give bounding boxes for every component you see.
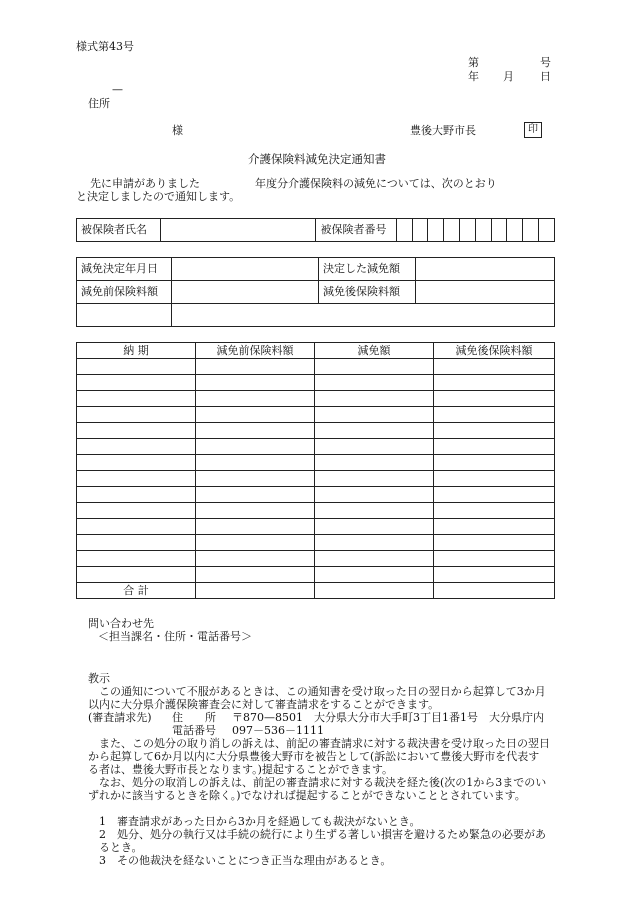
table-cell[interactable] bbox=[434, 455, 555, 471]
table-cell[interactable] bbox=[434, 407, 555, 423]
table-cell[interactable] bbox=[77, 551, 196, 567]
insured-number-digit[interactable] bbox=[507, 219, 523, 242]
instruction-title: 教示 bbox=[88, 672, 110, 685]
instruction-para1: この通知について不服があるときは、この通知書を受け取った日の翌日から起算して3か月以内に大分県介護保険審査会に対して審査請求をすることができます。 bbox=[88, 685, 546, 711]
honorific: 様 bbox=[172, 124, 183, 137]
table-row bbox=[77, 535, 555, 551]
table-cell[interactable] bbox=[434, 551, 555, 567]
table-cell[interactable] bbox=[77, 471, 196, 487]
table-row bbox=[77, 375, 555, 391]
table-row bbox=[77, 359, 555, 375]
table-row bbox=[77, 551, 555, 567]
contact-title: 問い合わせ先 bbox=[88, 617, 154, 630]
table-cell[interactable] bbox=[315, 407, 434, 423]
table-row bbox=[77, 407, 555, 423]
table-cell[interactable] bbox=[77, 519, 196, 535]
table-cell[interactable] bbox=[196, 455, 315, 471]
address-label: 住所 bbox=[88, 97, 110, 110]
table-cell[interactable] bbox=[77, 439, 196, 455]
payment-rows bbox=[77, 359, 555, 583]
table-row bbox=[77, 471, 555, 487]
insured-number-digit[interactable] bbox=[523, 219, 539, 242]
column-header: 納 期 bbox=[77, 343, 196, 359]
table-cell[interactable] bbox=[196, 519, 315, 535]
year-label: 年 bbox=[468, 70, 479, 83]
table-cell[interactable] bbox=[196, 375, 315, 391]
intro-line2: と決定しましたので通知します。 bbox=[76, 190, 241, 203]
issuer-name: 豊後大野市長 bbox=[410, 124, 476, 137]
table-row bbox=[77, 503, 555, 519]
request-tel-label: 電話番号 bbox=[172, 724, 216, 737]
table-row bbox=[77, 455, 555, 471]
table-cell[interactable] bbox=[196, 359, 315, 375]
table-cell[interactable] bbox=[315, 455, 434, 471]
table-cell[interactable] bbox=[434, 439, 555, 455]
table-cell[interactable] bbox=[315, 519, 434, 535]
instruction-item-2: 2 処分、処分の執行又は手続の続行により生ずる著しい損害を避けるため緊急の必要があるとき。 bbox=[99, 828, 546, 854]
table-cell[interactable] bbox=[196, 423, 315, 439]
table-cell[interactable] bbox=[196, 567, 315, 583]
decision-table bbox=[76, 257, 555, 327]
table-cell[interactable] bbox=[77, 487, 196, 503]
table-cell[interactable] bbox=[315, 487, 434, 503]
column-header: 減免前保険料額 bbox=[196, 343, 315, 359]
decision-date-field[interactable] bbox=[172, 258, 319, 281]
table-row bbox=[77, 439, 555, 455]
table-row bbox=[77, 567, 555, 583]
table-cell[interactable] bbox=[196, 535, 315, 551]
request-label: (審査請求先) bbox=[88, 711, 152, 724]
table-cell[interactable] bbox=[315, 471, 434, 487]
table-cell[interactable] bbox=[196, 487, 315, 503]
total-cell[interactable] bbox=[434, 583, 555, 599]
insured-number-label: 被保険者番号 bbox=[316, 219, 396, 242]
table-cell[interactable] bbox=[315, 439, 434, 455]
insured-number-digit[interactable] bbox=[475, 219, 491, 242]
seal-mark bbox=[524, 122, 542, 138]
table-cell[interactable] bbox=[77, 535, 196, 551]
table-cell[interactable] bbox=[434, 391, 555, 407]
table-cell[interactable] bbox=[315, 551, 434, 567]
doc-number-label: 第 bbox=[468, 56, 479, 69]
table-cell[interactable] bbox=[434, 423, 555, 439]
after-premium-field[interactable] bbox=[416, 281, 555, 304]
table-cell[interactable] bbox=[315, 375, 434, 391]
insured-table bbox=[76, 218, 555, 242]
day-label: 日 bbox=[540, 70, 551, 83]
doc-number-suffix: 号 bbox=[540, 56, 551, 69]
table-cell[interactable] bbox=[77, 423, 196, 439]
table-cell[interactable] bbox=[77, 567, 196, 583]
table-cell[interactable] bbox=[434, 375, 555, 391]
table-row bbox=[77, 391, 555, 407]
intro-line1-b: 年度分介護保険料の減免については、次のとおり bbox=[255, 177, 497, 190]
instruction-item-3: 3 その他裁決を経ないことにつき正当な理由があるとき。 bbox=[99, 854, 392, 867]
insured-name-field[interactable] bbox=[161, 219, 316, 242]
month-label: 月 bbox=[503, 70, 514, 83]
total-cell[interactable] bbox=[315, 583, 434, 599]
payment-table bbox=[76, 342, 555, 599]
table-header-row bbox=[77, 343, 555, 359]
table-cell[interactable] bbox=[77, 359, 196, 375]
table-cell[interactable] bbox=[315, 567, 434, 583]
insured-number-digit[interactable] bbox=[444, 219, 460, 242]
table-cell[interactable] bbox=[315, 359, 434, 375]
table-cell[interactable] bbox=[434, 567, 555, 583]
dash: — bbox=[112, 83, 123, 96]
request-tel: 097－536－1111 bbox=[232, 724, 324, 737]
total-cell[interactable] bbox=[196, 583, 315, 599]
insured-number-digit[interactable] bbox=[412, 219, 428, 242]
table-cell[interactable] bbox=[315, 535, 434, 551]
table-cell[interactable] bbox=[434, 503, 555, 519]
total-row bbox=[77, 583, 555, 599]
table-cell[interactable] bbox=[434, 471, 555, 487]
table-cell[interactable] bbox=[77, 391, 196, 407]
request-address: 〒870—8501 大分県大分市大手町3丁目1番1号 大分県庁内 bbox=[232, 711, 544, 724]
intro-line1-a: 先に申請がありました bbox=[90, 177, 200, 190]
insured-number-digit[interactable] bbox=[539, 219, 555, 242]
instruction-para2: また、この処分の取り消しの訴えは、前記の審査請求に対する裁決書を受け取った日の翌日から起算して6か月以内に大分県豊後大野市を被告として(訴訟において豊後大野市を代表する者は、豊後大野市長となります。)提起することができます。 bbox=[88, 737, 550, 776]
seal-icon: 印 bbox=[524, 122, 542, 138]
table-cell[interactable] bbox=[434, 535, 555, 551]
contact-detail: ＜担当課名・住所・電話番号＞ bbox=[98, 630, 252, 643]
table-row bbox=[77, 519, 555, 535]
blank-cell[interactable] bbox=[172, 304, 555, 327]
table-cell[interactable] bbox=[196, 391, 315, 407]
insured-number-digit[interactable] bbox=[491, 219, 507, 242]
table-cell[interactable] bbox=[196, 407, 315, 423]
column-header: 減免額 bbox=[315, 343, 434, 359]
before-premium-field[interactable] bbox=[172, 281, 319, 304]
table-cell[interactable] bbox=[434, 487, 555, 503]
blank-cell[interactable] bbox=[77, 304, 172, 327]
table-cell[interactable] bbox=[196, 439, 315, 455]
decided-amount-field[interactable] bbox=[416, 258, 555, 281]
insured-name-label: 被保険者氏名 bbox=[77, 219, 161, 242]
insured-number-digit[interactable] bbox=[459, 219, 475, 242]
table-cell[interactable] bbox=[315, 503, 434, 519]
table-cell[interactable] bbox=[315, 423, 434, 439]
table-row bbox=[77, 423, 555, 439]
table-cell[interactable] bbox=[196, 503, 315, 519]
table-cell[interactable] bbox=[196, 471, 315, 487]
table-cell[interactable] bbox=[434, 519, 555, 535]
decision-date-label: 減免決定年月日 bbox=[77, 258, 172, 281]
after-premium-label: 減免後保険料額 bbox=[319, 281, 416, 304]
column-header: 減免後保険料額 bbox=[434, 343, 555, 359]
form-number: 様式第43号 bbox=[76, 40, 134, 53]
table-cell[interactable] bbox=[434, 359, 555, 375]
table-cell[interactable] bbox=[77, 503, 196, 519]
instruction-para3: なお、処分の取消しの訴えは、前記の審査請求に対する裁決を経た後(次の1から3までのいずれかに該当するときを除く。)でなければ提起することができないこととされています。 bbox=[88, 776, 547, 802]
insured-number-digit[interactable] bbox=[396, 219, 412, 242]
table-cell[interactable] bbox=[77, 455, 196, 471]
insured-number-digit[interactable] bbox=[428, 219, 444, 242]
before-premium-label: 減免前保険料額 bbox=[77, 281, 172, 304]
document-title: 介護保険料減免決定通知書 bbox=[248, 152, 386, 166]
decided-amount-label: 決定した減免額 bbox=[319, 258, 416, 281]
total-label: 合 計 bbox=[77, 583, 196, 599]
instruction-item-1: 1 審査請求があった日から3か月を経過しても裁決がないとき。 bbox=[99, 815, 421, 828]
table-cell[interactable] bbox=[315, 391, 434, 407]
table-cell[interactable] bbox=[77, 375, 196, 391]
table-cell[interactable] bbox=[196, 551, 315, 567]
table-cell[interactable] bbox=[77, 407, 196, 423]
table-row bbox=[77, 487, 555, 503]
request-address-label: 住 所 bbox=[172, 711, 216, 724]
